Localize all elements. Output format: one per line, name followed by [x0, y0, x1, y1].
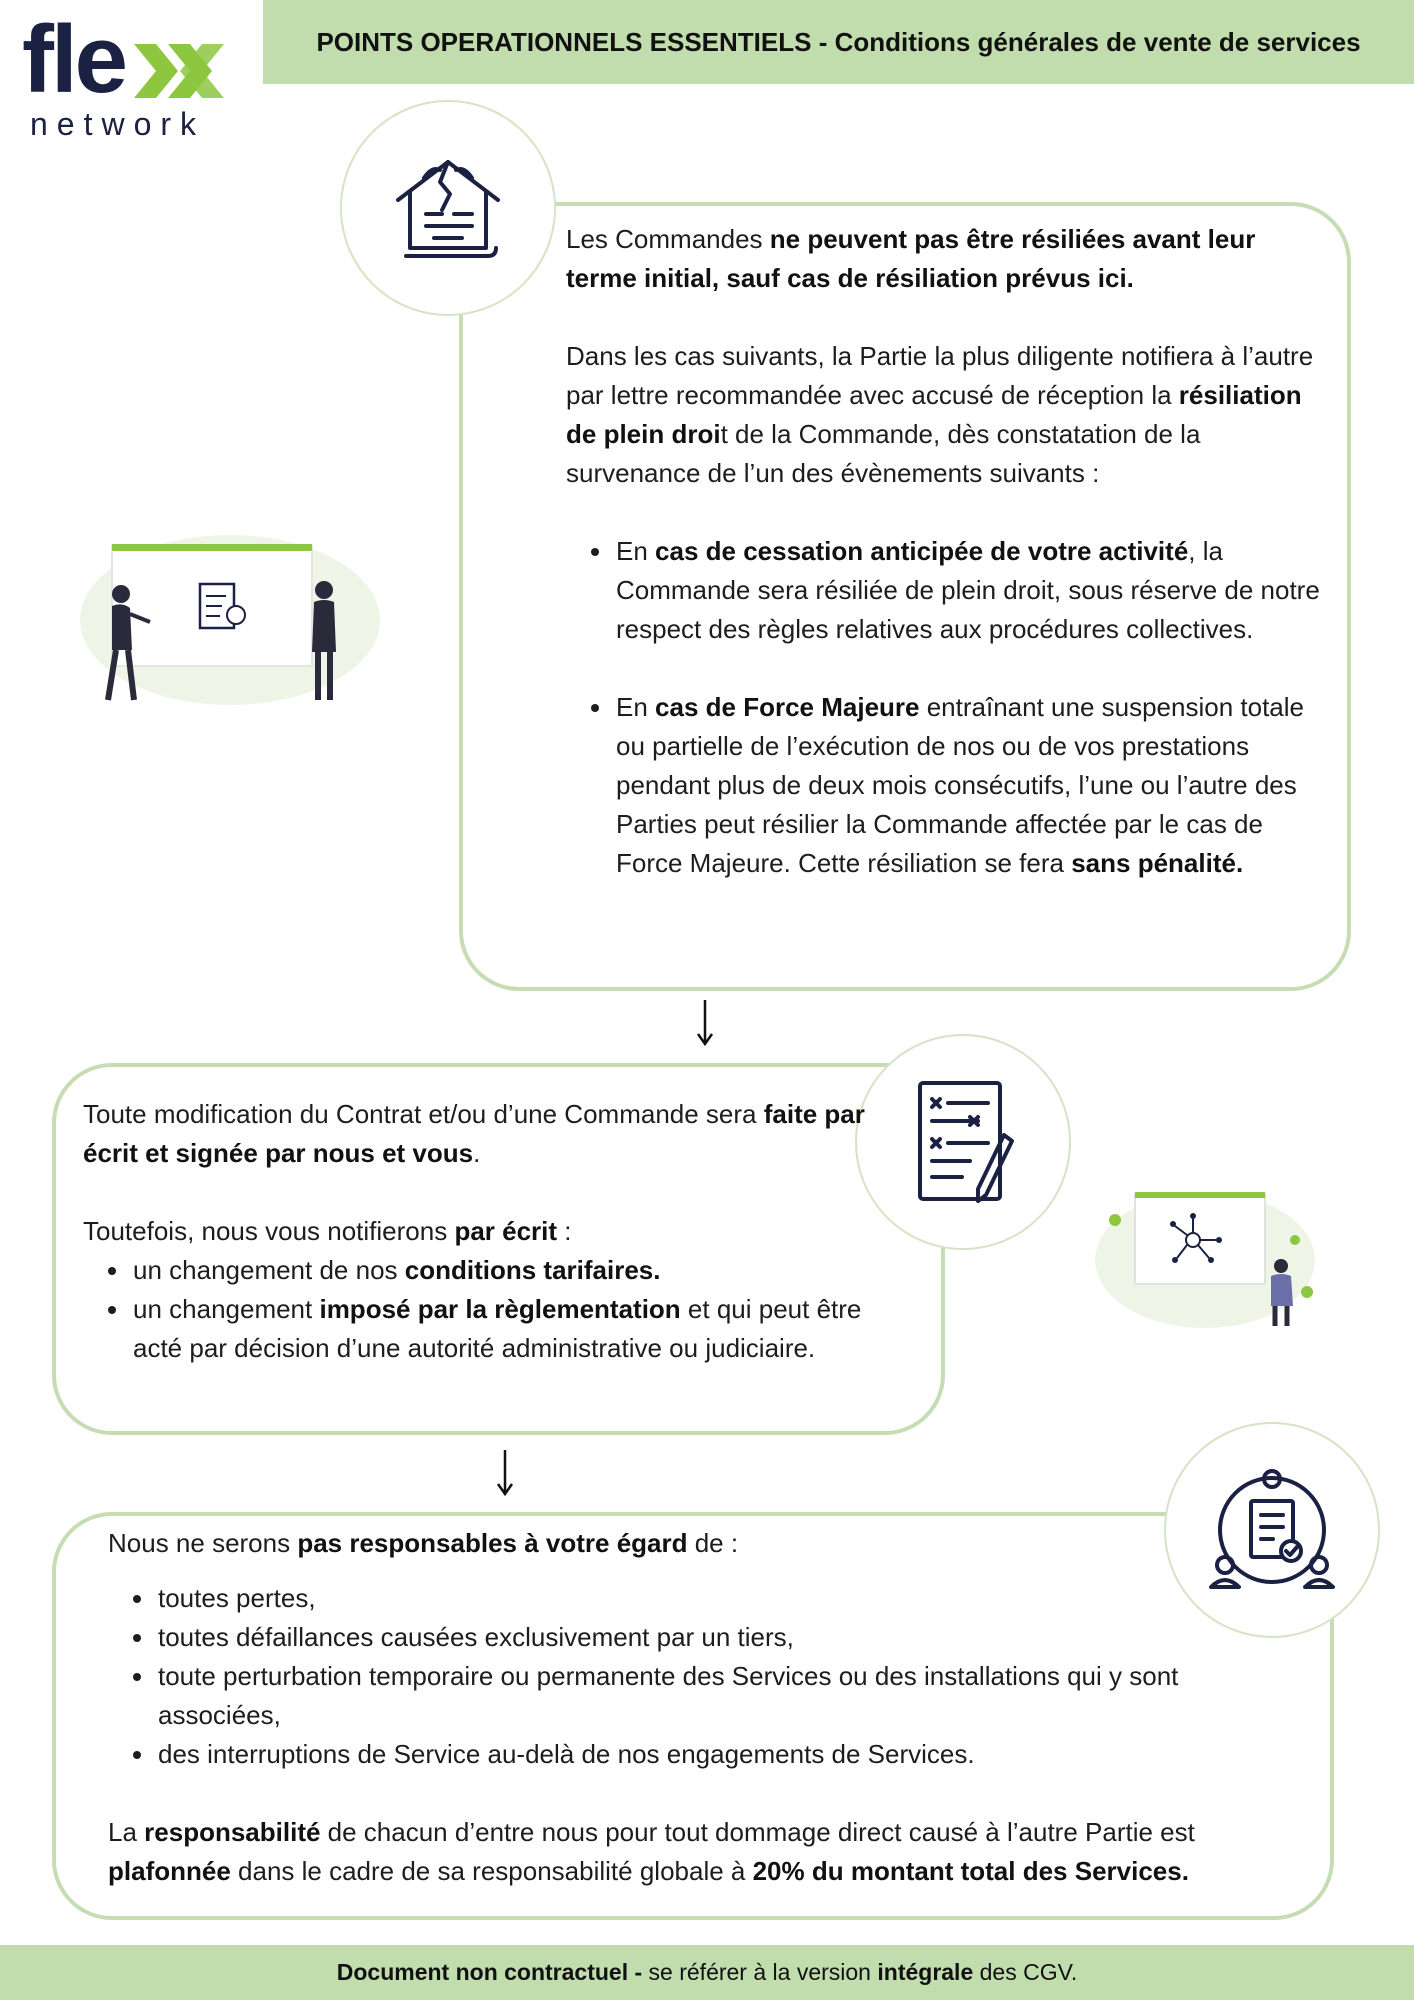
list-item	[131, 1251, 883, 1290]
liability-intro	[108, 1524, 1308, 1563]
logo-word: fle	[22, 6, 126, 113]
footer-text	[337, 1959, 1077, 1986]
modification-icon-circle	[855, 1034, 1071, 1250]
text-span: , la Commande sera résiliée de plein droit, sous réserve de notre respect des règles relatives aux procédures collectives.	[616, 536, 1320, 644]
bold-span: plafonnée	[108, 1856, 231, 1886]
list-item	[131, 1290, 883, 1368]
bold-span: conditions tarifaires.	[404, 1255, 661, 1285]
text-span: entraînant une suspension totale ou partielle de l’exécution de nos ou de vos prestations pendant plus de deux mois consécutifs, l’une ou l’autre des Parties peut résilier la Commande affectée par le cas de Force Majeure. Cette résiliation se fera	[616, 692, 1305, 878]
logo-subtitle: network	[30, 106, 206, 142]
bold-span: 20% du montant total des Services.	[752, 1856, 1189, 1886]
termination-intro	[566, 220, 1326, 298]
logo-xx-mark-icon	[134, 40, 244, 102]
text-span: un changement	[133, 1294, 320, 1324]
text-span: se référer à la version	[648, 1959, 878, 1985]
termination-cases-list	[566, 532, 1326, 883]
presentation-illustration	[50, 510, 380, 710]
bold-span: cas de cessation anticipée de votre activité	[655, 536, 1189, 566]
text-span: et qui peut être acté par décision d’une autorité administrative ou judiciaire.	[133, 1294, 862, 1363]
text-span: .	[473, 1138, 481, 1168]
text-span: Nous ne serons	[108, 1528, 298, 1558]
arrow-down-icon	[495, 1448, 515, 1498]
header-bar	[263, 0, 1414, 84]
termination-icon-circle	[340, 100, 556, 316]
bold-span: Document non contractuel -	[336, 1959, 649, 1985]
list-item: • toutes défaillances causées exclusivement par un tiers,	[156, 1618, 1308, 1657]
text-span: t de la Commande, dès constatation de la survenance de l’un des évènements suivants :	[566, 419, 1201, 488]
termination-paragraph	[566, 337, 1326, 493]
text-span: dans le cadre de sa responsabilité globale à	[230, 1856, 753, 1886]
text-span: En	[616, 536, 656, 566]
text-span: En	[616, 692, 656, 722]
liability-text	[108, 1524, 1308, 1891]
modification-text	[83, 1095, 883, 1368]
checklist-pen-icon	[908, 1077, 1018, 1207]
bold-span: cas de Force Majeure	[655, 692, 920, 722]
list-item: • des interruptions de Service au-delà de nos engagements de Services.	[156, 1735, 1308, 1774]
bold-span: sans pénalité.	[1071, 848, 1244, 878]
bold-span: responsabilité	[144, 1817, 321, 1847]
text-span: Dans les cas suivants, la Partie la plus diligente notifiera à l’autre par lettre recommandée avec accusé de réception la	[566, 341, 1314, 410]
liability-list	[108, 1579, 1308, 1774]
flexx-network-logo	[22, 6, 237, 142]
bold-span: résiliation de plein droi	[566, 380, 1302, 449]
arrow-down-icon	[695, 998, 715, 1048]
bold-span: intégrale	[877, 1959, 974, 1985]
list-item	[614, 532, 1326, 649]
page-title: POINTS OPERATIONNELS ESSENTIELS - Conditions générales de vente de services	[316, 26, 1361, 57]
text-span: Toutefois, nous vous notifierons	[83, 1216, 455, 1246]
bold-span: par écrit	[454, 1216, 558, 1246]
list-item	[614, 688, 1326, 883]
text-span: :	[557, 1216, 572, 1246]
footer-bar	[0, 1945, 1414, 2000]
bold-span: imposé par la règlementation	[319, 1294, 681, 1324]
modification-notice	[83, 1212, 883, 1251]
text-span: Les Commandes	[566, 224, 770, 254]
network-illustration	[1085, 1180, 1325, 1330]
broken-house-document-icon	[388, 148, 508, 268]
list-item: • toute perturbation temporaire ou permanente des Services ou des installations qui y sont associées,	[156, 1657, 1308, 1735]
text-span: de chacun d’entre nous pour tout dommage direct causé à l’autre Partie est	[320, 1817, 1195, 1847]
modification-list	[83, 1251, 883, 1368]
liability-cap	[108, 1813, 1308, 1891]
text-span: un changement de nos	[133, 1255, 405, 1285]
bold-span: ne peuvent pas être résiliées avant leur terme initial, sauf cas de résiliation prévus ici.	[566, 224, 1256, 293]
text-span: Toute modification du Contrat et/ou d’une Commande sera	[83, 1099, 764, 1129]
text-span: La	[108, 1817, 145, 1847]
text-span: des CGV.	[973, 1959, 1078, 1985]
termination-text	[566, 220, 1326, 883]
text-span: de :	[687, 1528, 739, 1558]
modification-intro	[83, 1095, 883, 1173]
list-item: • toutes pertes,	[156, 1579, 1308, 1618]
bold-span: faite par écrit et signée par nous et vous	[83, 1099, 865, 1168]
bold-span: pas responsables à votre égard	[297, 1528, 688, 1558]
